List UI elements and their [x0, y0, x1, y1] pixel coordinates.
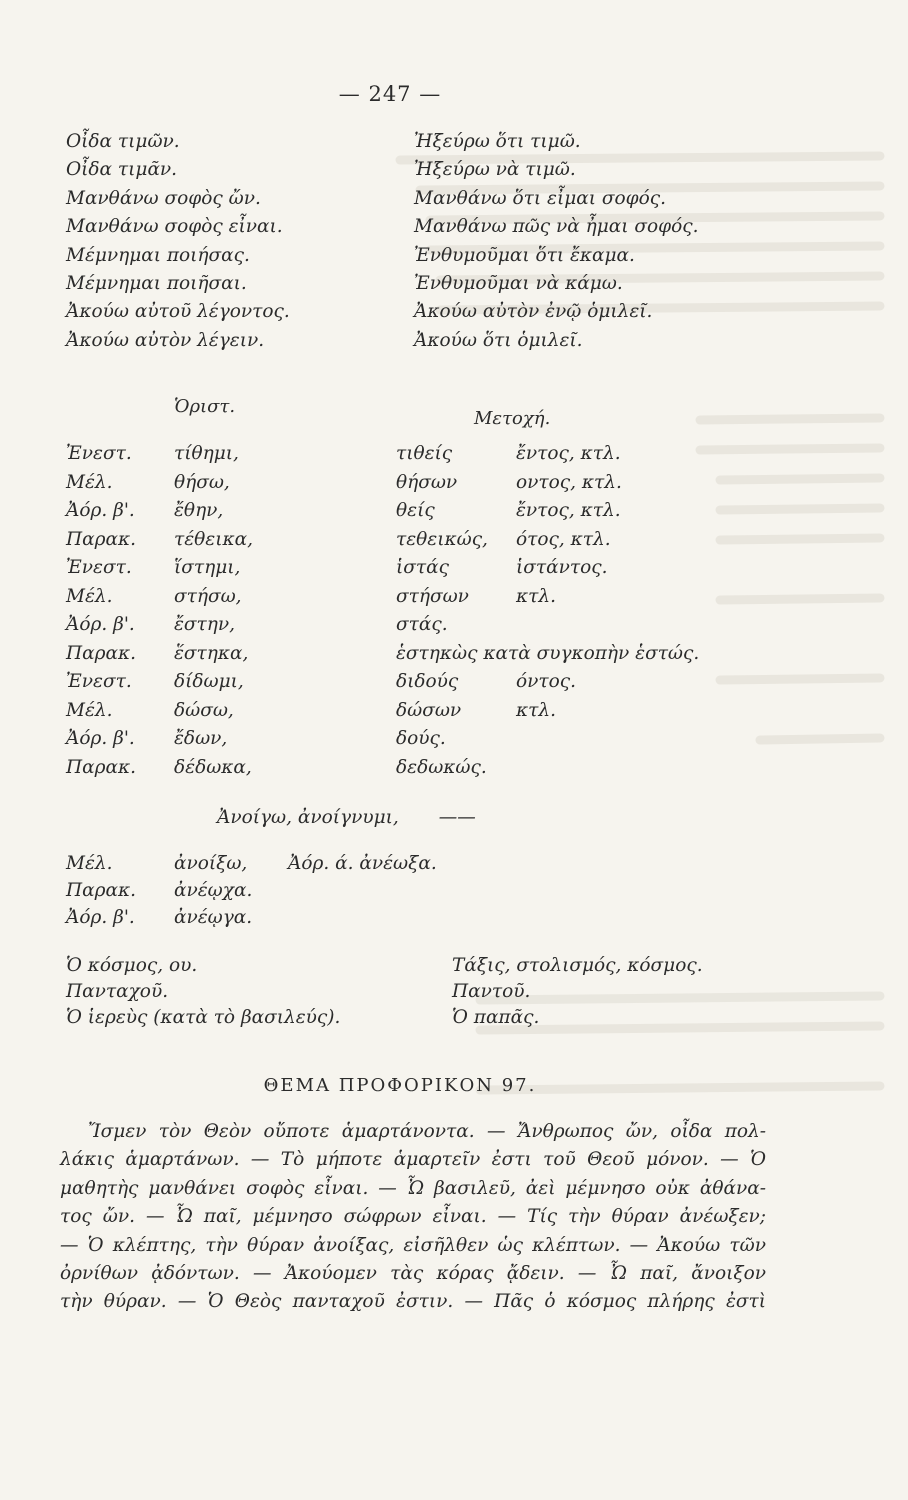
verb-form: θήσω,: [174, 471, 230, 493]
conjugation-row: [66, 668, 826, 697]
participle-form: στάς.: [396, 614, 448, 635]
tense-label: Μέλ.: [66, 585, 113, 607]
ancient-phrase: Οἶδα τιμᾶν.: [66, 159, 178, 181]
genitive-form: ἔντος, κτλ.: [516, 443, 621, 464]
ancient-phrase: Μανθάνω σοφὸς ὤν.: [66, 187, 261, 209]
exercise-line: Ἴσμεν τὸν Θεὸν οὔποτε ἁμαρτάνοντα. — Ἄνθρωπος ὤν, οἶδα πολ-: [88, 1121, 766, 1142]
conjugation-table: [66, 440, 826, 782]
pair-row: [66, 156, 806, 184]
tense-label: Ἀόρ. β'.: [66, 728, 135, 749]
verb-form: ἀνοίξω,: [174, 853, 248, 874]
exercise-line: μαθητὴς μανθάνει σοφὸς εἶναι. — Ὦ βασιλεῦ, ἀεὶ μέμνησο οὐκ ἀθάνα-: [60, 1177, 766, 1199]
verb-form: ἕστηκα,: [174, 642, 249, 664]
ancient-phrase: Μέμνημαι ποιήσας.: [66, 244, 250, 266]
verb-form: δίδωμι,: [174, 671, 244, 692]
section-title: ΘΕΜΑ ΠΡΟΦΟΡΙΚΟΝ 97.: [263, 1075, 537, 1096]
conjugation-row: [66, 440, 826, 469]
modern-phrase: Μανθάνω πῶς νὰ ἦμαι σοφός.: [414, 216, 699, 238]
verb-form: δέδωκα,: [174, 756, 252, 778]
verb-form: ἔδων,: [174, 728, 228, 749]
pair-row: [66, 298, 806, 326]
modern-phrase: Ἐνθυμοῦμαι νὰ κάμω.: [414, 272, 623, 294]
ancient-phrase: Ἀκούω αὐτὸν λέγειν.: [66, 329, 265, 351]
exercise-line: τὴν θύραν. — Ὁ Θεὸς πανταχοῦ ἐστιν. — Πᾶς ὁ κόσμος πλήρης ἐστὶ: [60, 1291, 766, 1313]
conjugation-row: [66, 583, 826, 612]
tense-label: Ἀόρ. β'.: [66, 907, 135, 928]
verb-form: ἵστημι,: [174, 557, 241, 578]
genitive-form: οντος, κτλ.: [516, 471, 622, 493]
participle-form: τιθείς: [396, 443, 453, 464]
modern-phrase: Ἠξεύρω νὰ τιμῶ.: [414, 159, 576, 181]
exercise-paragraph: [60, 1118, 766, 1317]
participle-form: θείς: [396, 500, 435, 521]
conjugation-row: [66, 554, 826, 583]
tense-label: Παρακ.: [66, 528, 137, 550]
genitive-form: ότος, κτλ.: [516, 528, 611, 550]
translation-pairs: [66, 128, 806, 355]
anoigo-row: [66, 904, 806, 931]
tense-label: Ἐνεστ.: [66, 671, 132, 692]
ancient-word: Πανταχοῦ.: [66, 981, 169, 1002]
tense-label: Ἀόρ. β'.: [66, 500, 135, 521]
vocabulary-row: [66, 1005, 806, 1031]
tense-label: Μέλ.: [66, 699, 113, 721]
anoigo-row: [66, 877, 806, 904]
verb-form: ἔστην,: [174, 614, 236, 635]
modern-phrase: Ἀκούω ὅτι ὁμιλεῖ.: [414, 329, 583, 351]
exercise-line: λάκις ἁμαρτάνων. — Τὸ μήποτε ἁμαρτεῖν ἐστι τοῦ Θεοῦ μόνον. — Ὁ: [60, 1149, 766, 1171]
participle-form: τεθεικώς,: [396, 528, 488, 550]
modern-word: Παντοῦ.: [452, 981, 531, 1002]
genitive-form: κτλ.: [516, 699, 556, 721]
participle-form: δώσων: [396, 699, 462, 721]
pair-row: [66, 213, 806, 241]
conjugation-row: [66, 640, 826, 669]
tense-label: Μέλ.: [66, 471, 113, 493]
pair-row: [66, 270, 806, 298]
conjugation-row: [66, 497, 826, 526]
ancient-word: Ὁ ἱερεὺς (κατὰ τὸ βασιλεύς).: [66, 1007, 341, 1028]
conjugation-row: [66, 526, 826, 555]
genitive-form: όντος.: [516, 671, 576, 692]
tense-label: Μέλ.: [66, 853, 113, 874]
modern-word: Τάξις, στολισμός, κόσμος.: [452, 955, 703, 976]
genitive-form: ἱστάντος.: [516, 557, 608, 578]
tense-label: Παρακ.: [66, 642, 137, 664]
tense-label: Παρακ.: [66, 756, 137, 778]
page-number: — 247 —: [338, 82, 442, 106]
tense-label: Ἐνεστ.: [66, 557, 132, 578]
anoigo-row: [66, 850, 806, 877]
tense-label: Ἀόρ. β'.: [66, 614, 135, 635]
modern-phrase: Ἐνθυμοῦμαι ὅτι ἔκαμα.: [414, 244, 635, 266]
participle-form: διδούς: [396, 671, 459, 692]
indicative-heading: Ὁριστ.: [174, 396, 236, 417]
participle-form: ἑστηκὼς κατὰ συγκοπὴν ἑστώς.: [396, 642, 700, 664]
vocabulary-row: [66, 979, 806, 1005]
ancient-phrase: Μανθάνω σοφὸς εἶναι.: [66, 216, 283, 238]
participle-form: δούς.: [396, 728, 446, 749]
genitive-form: κτλ.: [516, 585, 556, 607]
pair-row: [66, 327, 806, 355]
verb-form: δώσω,: [174, 699, 234, 721]
conjugation-row: [66, 611, 826, 640]
pair-row: [66, 242, 806, 270]
modern-phrase: Μανθάνω ὅτι εἶμαι σοφός.: [414, 187, 666, 209]
verb-form: τέθεικα,: [174, 528, 253, 550]
exercise-line: — Ὁ κλέπτης, τὴν θύραν ἀνοίξας, εἰσῆλθεν ὡς κλέπτων. — Ἀκούω τῶν: [60, 1234, 766, 1256]
vocabulary-row: [66, 953, 806, 979]
anoigo-heading: [217, 807, 476, 828]
participle-form: ἱστάς: [396, 557, 449, 578]
verb-form: ἀνέῳχα.: [174, 880, 253, 901]
participle-form: στήσων: [396, 585, 469, 607]
tense-label: Ἐνεστ.: [66, 443, 132, 464]
participle-form: δεδωκώς.: [396, 756, 487, 778]
anoigo-table: [66, 850, 806, 931]
pair-row: [66, 128, 806, 156]
modern-word: Ὁ παπᾶς.: [452, 1007, 540, 1028]
exercise-line: ὀρνίθων ᾀδόντων. — Ἀκούομεν τὰς κόρας ᾄδειν. — Ὦ παῖ, ἄνοιξον: [60, 1263, 766, 1285]
vocabulary-list: [66, 953, 806, 1031]
tense-label: Παρακ.: [66, 880, 137, 901]
participle-form: θήσων: [396, 471, 458, 493]
verb-form: τίθημι,: [174, 443, 239, 464]
participle-heading: Μετοχή.: [474, 408, 551, 429]
verb-form: στήσω,: [174, 585, 242, 607]
verb-form: ἔθην,: [174, 500, 224, 521]
ancient-phrase: Μέμνημαι ποιῆσαι.: [66, 272, 247, 294]
modern-phrase: Ἀκούω αὐτὸν ἐνῷ ὁμιλεῖ.: [414, 301, 653, 323]
conjugation-row: [66, 754, 826, 783]
anoigo-dash: ——: [438, 807, 476, 828]
ancient-phrase: Ἀκούω αὐτοῦ λέγοντος.: [66, 301, 290, 323]
pair-row: [66, 185, 806, 213]
genitive-form: ἔντος, κτλ.: [516, 500, 621, 521]
conjugation-row: [66, 469, 826, 498]
conjugation-row: [66, 697, 826, 726]
ancient-phrase: Οἶδα τιμῶν.: [66, 131, 180, 152]
exercise-line: τος ὤν. — Ὦ παῖ, μέμνησο σώφρων εἶναι. — Τίς τὴν θύραν ἀνέωξεν;: [60, 1206, 766, 1228]
verb-form: ἀνέῳγα.: [174, 907, 253, 928]
anoigo-forms: Ἀνοίγω, ἀνοίγνυμι,: [217, 807, 399, 828]
conjugation-row: [66, 725, 826, 754]
modern-phrase: Ἠξεύρω ὅτι τιμῶ.: [414, 131, 581, 152]
aorist-note: Ἀόρ. ά. ἀνέωξα.: [288, 853, 437, 874]
ancient-word: Ὁ κόσμος, ου.: [66, 955, 198, 976]
